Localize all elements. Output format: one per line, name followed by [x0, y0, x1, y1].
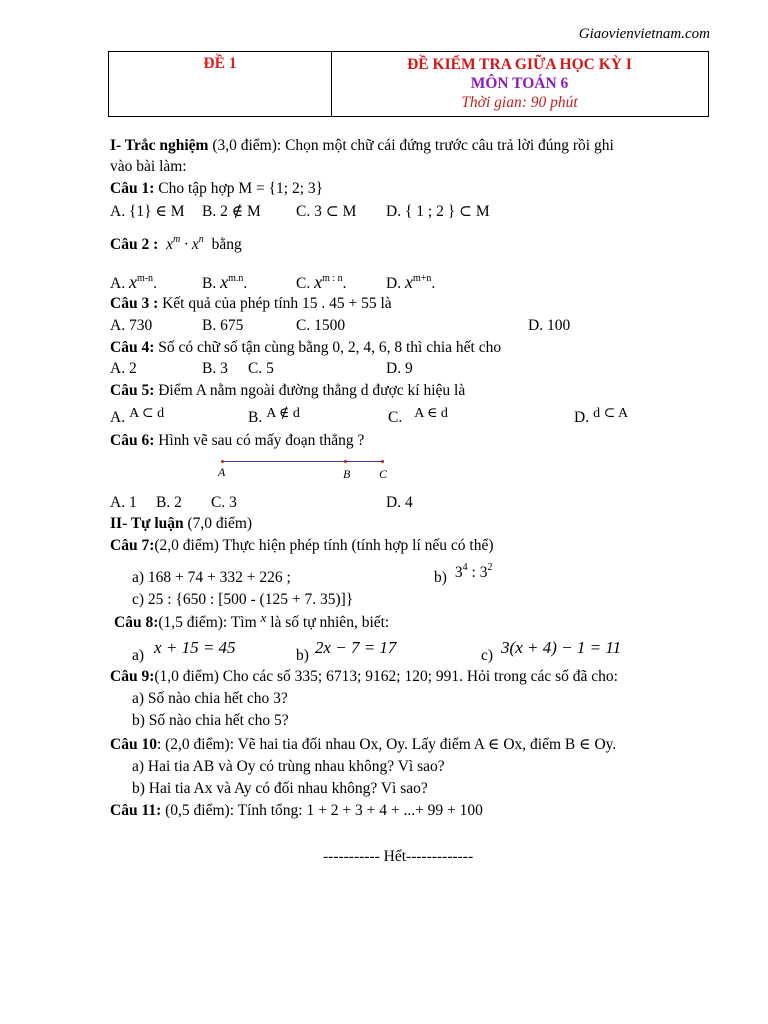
part2-title: II- Tự luận: [110, 515, 184, 532]
q2-rest: bằng: [211, 236, 242, 253]
q7-b-expr: [455, 564, 493, 581]
question-9: [110, 668, 618, 687]
q5-option-c: [388, 406, 448, 428]
q8-c-equation: 3(x + 4) − 1 = 11: [501, 638, 622, 657]
q6-option-c: C. 3: [211, 494, 237, 511]
point-a-dot: [221, 460, 224, 463]
segment-line: [222, 461, 383, 462]
q2-d-base: x: [404, 272, 413, 292]
part1-heading: [110, 137, 614, 156]
q3-option-b: B. 675: [202, 317, 244, 334]
q5-option-d: [574, 406, 629, 428]
q5-d-letter: D.: [574, 409, 590, 426]
exam-title: ĐỀ KIỂM TRA GIỮA HỌC KỲ I: [407, 56, 632, 73]
q2-a-exp: m-n: [136, 273, 154, 284]
q10-part-a: a) Hai tia AB và Oy có trùng nhau không? Vì sao?: [132, 758, 445, 775]
q8-b-equation: 2x − 7 = 17: [314, 638, 397, 657]
q10-label: Câu 10: [110, 736, 157, 753]
q8-part-b: [296, 638, 397, 666]
point-a-label: A: [218, 465, 226, 479]
part1-instructions-2: vào bài làm:: [110, 158, 187, 175]
q2-label: Câu 2 :: [110, 236, 159, 253]
q5-option-a: [110, 406, 165, 428]
q5-b-letter: B.: [248, 409, 263, 426]
q2-c-exp: m : n: [322, 273, 343, 284]
q9-text: (1,0 điểm) Cho các số 335; 6713; 9162; 120; 991. Hỏi trong các số đã cho:: [154, 668, 618, 685]
q10-text: : (2,0 điểm): Vẽ hai tia đối nhau Ox, Oy. Lấy điểm A ∈ Ox, điểm B ∈ Oy.: [156, 736, 617, 753]
q6-option-a: A. 1: [110, 494, 137, 511]
q4-option-d: D. 9: [386, 360, 413, 377]
q2-option-c: C. $x^{m : n}$.: [296, 272, 347, 292]
q2-option-b: B. $x^{m.n}$.: [202, 272, 248, 292]
point-b-dot: [344, 460, 347, 463]
q7-part-c: c) 25 : {650 : [500 - (125 + 7. 35)]}: [132, 591, 354, 608]
q2-a-letter: A.: [110, 275, 126, 292]
q5-label: Câu 5:: [110, 382, 155, 399]
q8-variable: x: [260, 610, 267, 625]
q4-option-b: B. 3: [202, 360, 228, 377]
part2-points: (7,0 điểm): [183, 515, 253, 532]
q2-b-letter: B.: [202, 275, 217, 292]
q8-a-equation: x + 15 = 45: [154, 638, 236, 657]
q2-a-base: x: [128, 272, 137, 292]
question-3: [110, 295, 392, 314]
q7-b-divisor: : 3: [467, 564, 488, 581]
question-5: [110, 382, 465, 401]
part1-title: I- Trắc nghiệm: [110, 137, 209, 154]
q5-c-letter: C.: [388, 409, 403, 426]
q7-part-b: [434, 562, 493, 588]
q5-text: Điểm A nằm ngoài đường thẳng d được kí hiệu là: [154, 382, 466, 399]
q1-text: Cho tập hợp M = {1; 2; 3}: [154, 180, 324, 197]
q9-part-b: b) Số nào chia hết cho 5?: [132, 712, 289, 729]
q8-a-letter: a): [132, 647, 145, 664]
q6-option-d: D. 4: [386, 494, 413, 511]
site-watermark: Giaovienvietnam.com: [578, 26, 710, 42]
q1-option-c: C. 3 ⊂ M: [296, 203, 357, 220]
q8-text: (1,5 điểm): Tìm: [158, 614, 257, 631]
question-4: [110, 339, 501, 358]
q4-label: Câu 4:: [110, 339, 155, 356]
q7-text: (2,0 điểm) Thực hiện phép tính (tính hợp lí nếu có thể): [154, 537, 494, 554]
q1-option-a: A. {1} ∈ M: [110, 203, 185, 220]
q1-option-d: D. { 1 ; 2 } ⊂ M: [386, 203, 490, 220]
point-c-label: C: [379, 467, 388, 481]
q4-option-a: A. 2: [110, 360, 137, 377]
q2-expression: $x^m \cdot x^n$: [166, 234, 204, 253]
q8-text-2: là số tự nhiên, biết:: [270, 614, 390, 631]
q2-b-exp: m.n: [228, 273, 244, 284]
q5-b-expr: A ∉ d: [266, 406, 300, 421]
q5-a-expr: A ⊂ d: [129, 406, 165, 421]
point-c-dot: [381, 460, 384, 463]
q4-option-c: C. 5: [248, 360, 274, 377]
q3-option-d: D. 100: [528, 317, 571, 334]
q6-label: Câu 6:: [110, 432, 155, 449]
q10-part-b: b) Hai tia Ax và Ay có đối nhau không? Vì sao?: [132, 780, 428, 797]
q7-b-exp1: 4: [462, 562, 468, 573]
q2-option-a: A. $x^{m-n}$.: [110, 272, 157, 292]
q7-b-exp2: 2: [487, 562, 493, 573]
point-b-label: B: [343, 467, 351, 481]
header-table: [108, 51, 709, 117]
exam-title-block: [331, 55, 708, 112]
q7-b-base: 3: [454, 564, 463, 581]
q1-option-b: B. 2 ∉ M: [202, 203, 261, 220]
q2-b-base: x: [220, 272, 229, 292]
question-7: [110, 537, 494, 556]
question-8: [114, 610, 390, 633]
q9-part-a: a) Số nào chia hết cho 3?: [132, 690, 288, 707]
q4-text: Số có chữ số tận cùng bằng 0, 2, 4, 6, 8 thì chia hết cho: [154, 339, 502, 356]
q8-c-letter: c): [481, 647, 494, 664]
part1-instructions: (3,0 điểm): Chọn một chữ cái đứng trước câu trả lời đúng rồi ghi: [208, 137, 614, 154]
q7-part-a: a) 168 + 74 + 332 + 226 ;: [132, 569, 291, 586]
q11-label: Câu 11:: [110, 802, 162, 819]
q3-label: Câu 3 :: [110, 295, 159, 312]
q8-part-c: [481, 638, 622, 666]
exam-subject: MÔN TOÁN 6: [470, 75, 569, 92]
q2-option-d: D. $x^{m+n}$.: [386, 272, 436, 292]
q3-text: Kết quả của phép tính 15 . 45 + 55 là: [158, 295, 392, 312]
q5-d-expr: d ⊂ A: [593, 406, 629, 421]
q8-part-a: [132, 638, 236, 666]
question-1: [110, 180, 323, 199]
q7-label: Câu 7:: [110, 537, 155, 554]
q3-option-a: A. 730: [110, 317, 153, 334]
q5-option-b: [248, 406, 300, 428]
question-10: [110, 736, 616, 755]
part2-heading: [110, 515, 252, 534]
q9-label: Câu 9:: [110, 668, 155, 685]
q2-d-exp: m+n: [412, 273, 432, 284]
q6-option-b: B. 2: [156, 494, 182, 511]
q8-label: Câu 8:: [114, 614, 159, 631]
question-6: [110, 432, 364, 451]
question-11: [110, 802, 483, 821]
q2-c-letter: C.: [296, 275, 311, 292]
q2-c-base: x: [314, 272, 323, 292]
q1-label: Câu 1:: [110, 180, 155, 197]
q2-d-letter: D.: [386, 275, 402, 292]
q8-b-letter: b): [296, 647, 309, 664]
q3-option-c: C. 1500: [296, 317, 346, 334]
exam-time: Thời gian: 90 phút: [461, 94, 578, 111]
question-2: [110, 236, 242, 255]
q5-c-expr: A ∈ d: [414, 406, 448, 421]
q11-text: (0,5 điểm): Tính tổng: 1 + 2 + 3 + 4 + ...+ 99 + 100: [161, 802, 483, 819]
q6-text: Hình vẽ sau có mấy đoạn thẳng ?: [154, 432, 365, 449]
exam-number: ĐỀ 1: [203, 55, 237, 72]
q7-b-letter: b): [434, 569, 447, 586]
end-marker: ----------- Hết-------------: [323, 848, 474, 865]
q5-a-letter: A.: [110, 409, 126, 426]
